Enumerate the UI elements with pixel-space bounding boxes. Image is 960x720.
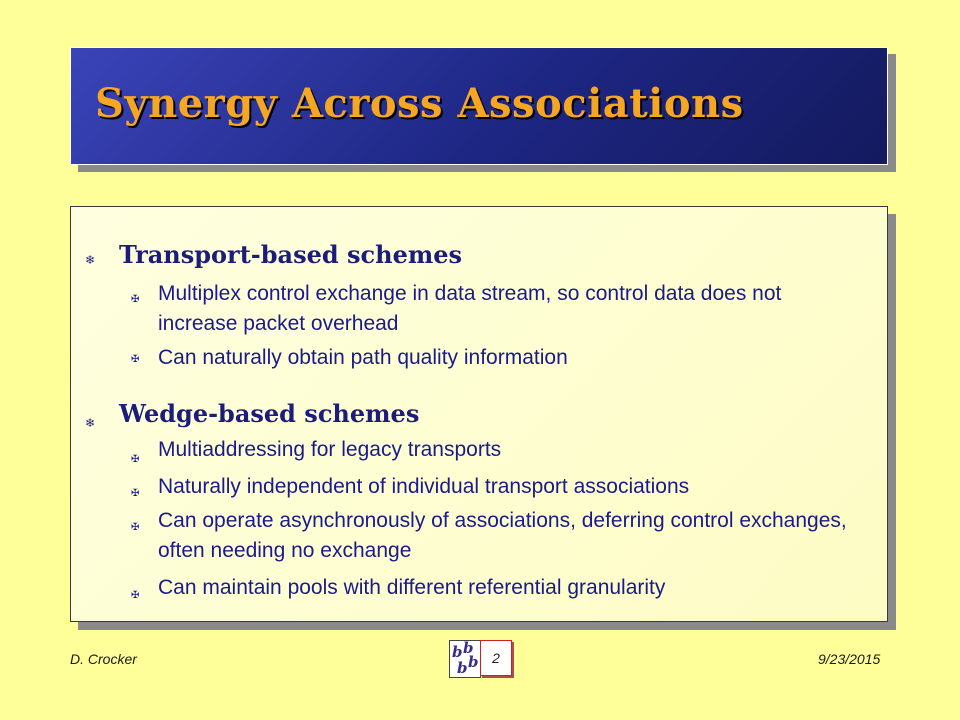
list-item: Multiaddressing for legacy transports bbox=[158, 438, 502, 461]
content-panel bbox=[70, 206, 888, 622]
cross-bullet-icon: ✠ bbox=[131, 522, 140, 533]
section-heading: Wedge-based schemes bbox=[119, 399, 420, 428]
cross-bullet-icon: ✠ bbox=[131, 294, 140, 305]
snowflake-bullet-icon: ❄ bbox=[85, 416, 96, 430]
cross-bullet-icon: ✠ bbox=[131, 354, 140, 365]
bbbb-logo-icon: b b b b bbox=[449, 640, 481, 678]
footer-date: 9/23/2015 bbox=[818, 651, 881, 667]
cross-bullet-icon: ✠ bbox=[131, 454, 140, 465]
section-heading: Transport-based schemes bbox=[119, 240, 463, 269]
page-number: 2 bbox=[492, 650, 500, 666]
footer-author: D. Crocker bbox=[70, 651, 137, 667]
cross-bullet-icon: ✠ bbox=[131, 590, 140, 601]
list-item: Multiplex control exchange in data stream, so control data does not increase packet overhead bbox=[158, 282, 782, 335]
page-number-box bbox=[480, 640, 512, 676]
list-item: Can naturally obtain path quality information bbox=[158, 346, 568, 369]
list-item: Can operate asynchronously of associations, deferring control exchanges, often needing no exchange bbox=[158, 509, 847, 562]
title-panel bbox=[70, 47, 888, 165]
slide-title: Synergy Across Associations bbox=[95, 80, 744, 127]
list-item: Can maintain pools with different referential granularity bbox=[158, 576, 666, 599]
snowflake-bullet-icon: ❄ bbox=[85, 253, 96, 267]
list-item: Naturally independent of individual transport associations bbox=[158, 475, 690, 498]
cross-bullet-icon: ✠ bbox=[131, 488, 140, 499]
